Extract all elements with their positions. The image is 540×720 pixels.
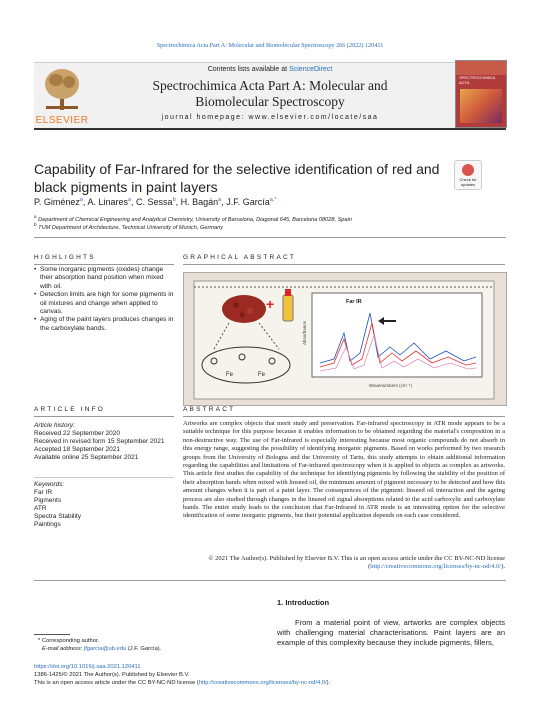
keywords bbox=[34, 481, 169, 529]
journal-title bbox=[90, 78, 450, 110]
divider bbox=[34, 580, 506, 581]
cover-band bbox=[456, 61, 506, 75]
svg-text:+: + bbox=[266, 296, 275, 312]
history-item: Available online 25 September 2021 bbox=[34, 454, 139, 461]
highlights-heading: HIGHLIGHTS bbox=[34, 254, 96, 261]
ion-label: Fe bbox=[258, 372, 266, 378]
article-history bbox=[34, 422, 169, 462]
keyword[interactable]: Spectra Stability bbox=[34, 513, 81, 520]
plot-label: Far IR bbox=[346, 299, 362, 305]
email-suffix: (J.F. García). bbox=[127, 646, 162, 652]
article-info-heading: ARTICLE INFO bbox=[34, 406, 106, 413]
journal-title-line2: Biomolecular Spectroscopy bbox=[195, 94, 345, 109]
abstract-divider bbox=[183, 416, 505, 417]
x-axis-label: Wavenumbers (cm⁻¹) bbox=[369, 383, 412, 388]
highlight-item: • Aging of the paint layers produces changes in the carboxylate bands. bbox=[40, 316, 174, 333]
affiliation-a: $^a$ Department of Chemical Engineering and Analytical Chemistry, University of Barcelona, Diagonal 645, Barcelona 08028, Spain bbox=[34, 214, 352, 223]
page-footer bbox=[34, 663, 504, 687]
open-access-line: This is an open access article under the CC BY-NC-ND license (http://creativecommons.org/licenses/by-nc-nd/4.0/). bbox=[34, 680, 331, 686]
article-info-divider bbox=[34, 416, 174, 417]
history-item: Accepted 18 September 2021 bbox=[34, 446, 121, 453]
doi-link[interactable]: https://doi.org/10.1016/j.saa.2021.120411 bbox=[34, 664, 141, 670]
cover-title: SPECTROCHIMICA ACTA bbox=[459, 75, 496, 85]
divider bbox=[34, 237, 506, 238]
journal-cover-image bbox=[455, 60, 507, 128]
keyword[interactable]: Far IR bbox=[34, 489, 53, 496]
elsevier-logo bbox=[34, 62, 90, 127]
abstract-text: Artworks are complex objects that merit study and preservation. Far-infrared spectroscopy in ATR mode appears to be a suitable technique for this purpose because it enables information to be obtained regarding the material's composition in a non-destructive way. The use of Far-infrared is especially interesting because most organic compounds do not absorb in this energy range, suggesting the possibility of identifying inorganic pigments. Based on works performed by two research groups from the University of Bologna and the University of Tartu, this study attempts to obtain additional information regarding the capabilities and limitations of Far-infrared spectroscopy when it is applied to objects as complex as artworks. This article first studies the capability of the technique for identifying pigments by following the stability of the position of their absorption bands when mixed with linseed oil, the minimum amount of pigment necessary to be detected and how this amount changes when it is part of a paint layer. The consequences of the pigment: linseed oil interaction and the ageing process are also studied through changes in the linseed oil signal absorptions related to the acid carboxylic and carboxylate bands. The entire study leads to the conclusion that Far-Infrared in ATR mode is an interesting option for the selective identification of some inorganic pigments, but their potential application depends on each case considered. bbox=[183, 420, 505, 520]
footer-license-link[interactable]: http://creativecommons.org/licenses/by-nc-nd/4.0/ bbox=[198, 680, 327, 686]
check-updates-icon bbox=[462, 164, 474, 176]
abstract-license: © 2021 The Author(s). Published by Elsevier B.V. This is an open access article under the CC BY-NC-ND license (http://creativecommons.org/licenses/by-nc-nd/4.0/). bbox=[208, 555, 505, 571]
journal-title-line1: Spectrochimica Acta Part A: Molecular and bbox=[152, 78, 388, 93]
elsevier-tree-icon bbox=[42, 66, 82, 112]
highlights-list bbox=[34, 266, 174, 333]
author[interactable]: J.F. García$^{a,*}$ bbox=[226, 197, 277, 207]
author[interactable]: H. Bagán$^a$ bbox=[180, 197, 222, 207]
keywords-divider bbox=[34, 477, 174, 478]
article-title: Capability of Far-Infrared for the selective identification of red and black pigments in paint layers bbox=[34, 161, 440, 195]
sciencedirect-link[interactable]: ScienceDirect bbox=[289, 66, 333, 73]
keyword[interactable]: Paintings bbox=[34, 521, 61, 528]
graphical-abstract-illustration bbox=[184, 273, 506, 405]
author[interactable]: A. Linares$^a$ bbox=[87, 197, 132, 207]
highlights-divider bbox=[34, 264, 174, 265]
keyword[interactable]: Pigments bbox=[34, 497, 62, 504]
journal-homepage-link[interactable]: journal homepage: www.elsevier.com/locate/saa bbox=[161, 114, 379, 121]
ion-label: Fe bbox=[226, 372, 234, 378]
contents-line bbox=[90, 66, 450, 73]
history-item: Received 22 September 2020 bbox=[34, 430, 121, 437]
keyword[interactable]: ATR bbox=[34, 505, 47, 512]
footnote-divider bbox=[34, 634, 70, 635]
author[interactable]: C. Sessa$^b$ bbox=[136, 197, 176, 207]
history-label: Article history: bbox=[34, 422, 75, 429]
graphical-abstract-divider bbox=[183, 264, 505, 265]
footnote bbox=[34, 637, 234, 653]
journal-citation-link[interactable]: Spectrochimica Acta Part A: Molecular and Biomolecular Spectroscopy 266 (2022) 120411 bbox=[156, 42, 384, 49]
email-label: E-mail address: bbox=[42, 646, 83, 652]
highlight-item: • Detection limits are high for some pigments in oil mixtures and change when applied to canvas. bbox=[40, 291, 174, 316]
y-axis-label: Absorbance bbox=[302, 320, 307, 345]
graphical-abstract-heading: GRAPHICAL ABSTRACT bbox=[183, 254, 297, 261]
abstract-heading: ABSTRACT bbox=[183, 406, 236, 413]
license-link[interactable]: http://creativecommons.org/licenses/by-nc-nd/4.0/ bbox=[370, 563, 502, 571]
graphical-abstract-image[interactable] bbox=[183, 272, 507, 406]
affiliation-b: $^b$ TUM Department of Architecture, Technical University of Munich, Germany bbox=[34, 222, 224, 231]
introduction-text: From a material point of view, artworks are complex objects with challenging material characterisations. Paint layers are an example of this complexity because they include pigments, fillers, bbox=[277, 618, 505, 647]
keywords-label: Keywords: bbox=[34, 481, 65, 488]
publisher-name: ELSEVIER bbox=[35, 115, 89, 126]
issn-line: 1386-1425/© 2021 The Author(s). Published by Elsevier B.V. bbox=[34, 672, 190, 678]
introduction-heading: 1. Introduction bbox=[277, 598, 330, 607]
history-item: Received in revised form 15 September 2021 bbox=[34, 438, 165, 445]
cover-art bbox=[460, 89, 502, 123]
check-for-updates-button[interactable] bbox=[454, 160, 482, 190]
author-list: P. Giménez$^a$, A. Linares$^a$, C. Sessa$^b$, H. Bagán$^a$, J.F. García$^{a,*}$ bbox=[34, 197, 277, 207]
contents-prefix: Contents lists available at bbox=[207, 66, 288, 73]
email-link[interactable]: jfgarcia@ub.edu bbox=[83, 646, 127, 652]
author[interactable]: P. Giménez$^a$ bbox=[34, 197, 83, 207]
highlight-item: • Some inorganic pigments (oxides) change their absorption band position when mixed with oil. bbox=[40, 266, 174, 291]
check-updates-label: Check for updates bbox=[459, 177, 477, 187]
corresponding-author-note: * Corresponding author. bbox=[38, 638, 100, 644]
